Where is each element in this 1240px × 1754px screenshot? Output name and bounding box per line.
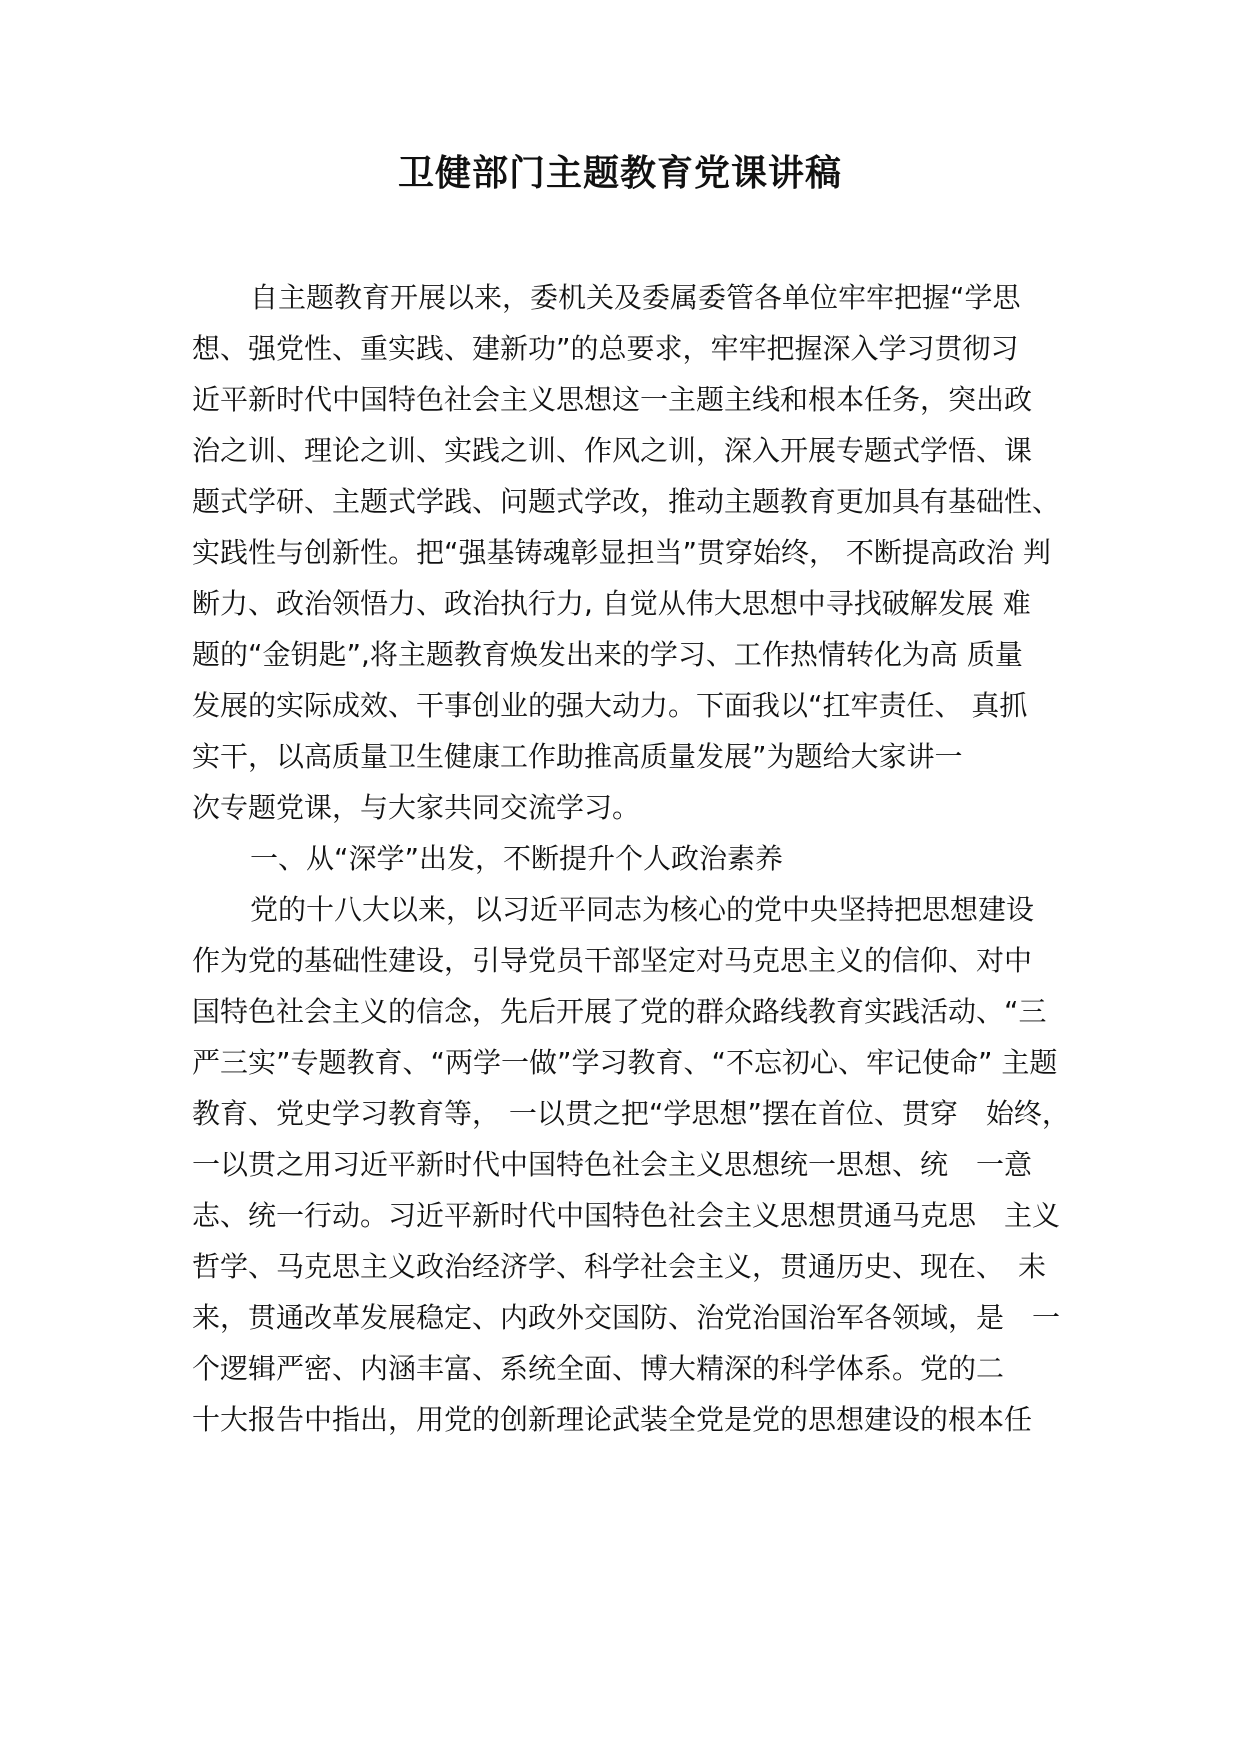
paragraph-line: 个逻辑严密、内涵丰富、系统全面、博大精深的科学体系。党的二	[192, 1352, 1005, 1385]
paragraph-line: 实践性与创新性。把“强基铸魂彰显担当”贯穿始终， 不断提高政治 判	[192, 536, 1051, 569]
document-title: 卫健部门主题教育党课讲稿	[397, 153, 842, 194]
paragraph-line: 严三实”专题教育、“两学一做”学习教育、“不忘初心、牢记使命” 主题	[192, 1046, 1058, 1079]
paragraph-line: 断力、政治领悟力、政治执行力, 自觉从伟大思想中寻找破解发展 难	[192, 587, 1031, 620]
paragraph-line: 十大报告中指出，用党的创新理论武装全党是党的思想建设的根本任	[192, 1403, 1033, 1436]
paragraph-line: 治之训、理论之训、实践之训、作风之训，深入开展专题式学悟、课	[192, 434, 1033, 467]
document-body	[192, 272, 1072, 1445]
paragraph-line: 一以贯之用习近平新时代中国特色社会主义思想统一思想、统 一意	[192, 1148, 1033, 1181]
paragraph-line: 题式学研、主题式学践、问题式学改，推动主题教育更加具有基础性、	[192, 485, 1061, 518]
paragraph-line: 题的“金钥匙”,将主题教育焕发出来的学习、工作热情转化为高 质量	[192, 638, 1023, 671]
paragraph-line: 作为党的基础性建设，引导党员干部坚定对马克思主义的信仰、对中	[192, 944, 1033, 977]
paragraph-line: 次专题党课，与大家共同交流学习。	[192, 791, 641, 824]
paragraph-line: 党的十八大以来，以习近平同志为核心的党中央坚持把思想建设	[250, 893, 1035, 926]
paragraph-line: 教育、党史学习教育等， 一以贯之把“学思想”摆在首位、贯穿 始终，	[192, 1097, 1070, 1130]
section-heading: 一、从“深学”出发，不断提升个人政治素养	[250, 842, 784, 875]
paragraph-line: 自主题教育开展以来，委机关及委属委管各单位牢牢把握“学思	[250, 281, 1021, 314]
paragraph-line: 发展的实际成效、干事创业的强大动力。下面我以“扛牢责任、 真抓	[192, 689, 1028, 722]
paragraph-line: 近平新时代中国特色社会主义思想这一主题主线和根本任务，突出政	[192, 383, 1033, 416]
paragraph-line: 实干，以高质量卫生健康工作助推高质量发展”为题给大家讲一	[192, 740, 963, 773]
paragraph-line: 来，贯通改革发展稳定、内政外交国防、治党治国治军各领域，是 一	[192, 1301, 1061, 1334]
paragraph-line: 志、统一行动。习近平新时代中国特色社会主义思想贯通马克思 主义	[192, 1199, 1061, 1232]
paragraph-line: 国特色社会主义的信念，先后开展了党的群众路线教育实践活动、“三	[192, 995, 1047, 1028]
paragraph-line: 哲学、马克思主义政治经济学、科学社会主义，贯通历史、现在、 未	[192, 1250, 1047, 1283]
paragraph-line: 想、强党性、重实践、建新功”的总要求，牢牢把握深入学习贯彻习	[192, 332, 1019, 365]
